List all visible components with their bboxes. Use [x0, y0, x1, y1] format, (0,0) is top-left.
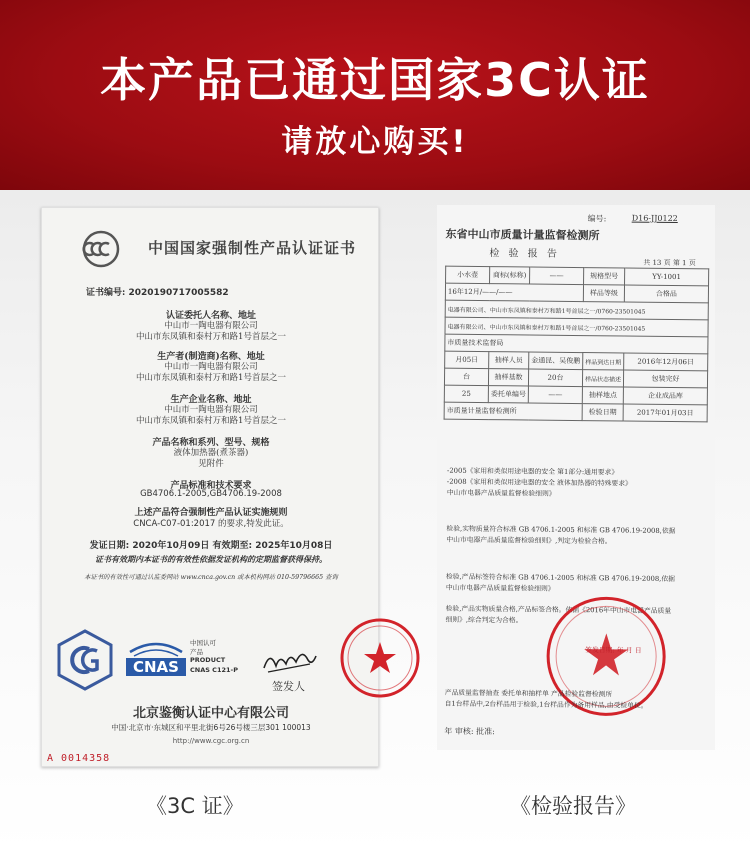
report-page: 共 13 页 第 1 页: [643, 258, 696, 268]
table-cell: 包装完好: [623, 370, 707, 388]
factory-name: 中山市一陶电器有限公司: [164, 405, 258, 415]
cnas-text-cn: 中国认可: [190, 639, 216, 647]
cnas-logo-icon: [124, 638, 188, 680]
certificate-title: 中国国家强制性产品认证证书: [148, 239, 357, 257]
rule-value: CNCA-C07-01:2017 的要求,特发此证。: [133, 519, 289, 529]
query-note: 本证书的有效性可通过认监委网站 www.cnca.gov.cn 或本机构网站 010-59796665 查询: [84, 574, 338, 581]
product-name: 液体加热器(煮茶器): [173, 448, 249, 458]
cnas-code: CNAS C121-P: [190, 666, 238, 674]
product-note: 见附件: [198, 459, 224, 469]
seal-date: 签发日期: 年 月 日: [585, 646, 642, 655]
table-cell: 16年12月/——/——: [445, 283, 583, 301]
report-org: 东省中山市质量计量监督检测所: [445, 227, 600, 243]
table-cell: 小水壶: [446, 266, 490, 283]
issue-dates: 发证日期: 2020年10月09日 有效期至: 2025年10月08日: [89, 541, 333, 551]
table-cell: 抽样地点: [582, 387, 623, 404]
report-table: [444, 266, 710, 423]
table-cell: 抽样基数: [488, 369, 528, 386]
cert-seal-stamp: [338, 616, 422, 700]
product-label: 产品名称和系列、型号、规格: [152, 438, 270, 448]
notes-line: 自1台样品中,2台样品用于检验,1台样品作为备用样品,由受检单位。: [444, 699, 648, 710]
table-cell: 委托单编号: [488, 386, 528, 403]
client-label: 认证委托人名称、地址: [165, 311, 256, 321]
summary-line: 检验,产品实物质量合格,产品标签合格。依据《2016年中山市电器产品质量: [445, 604, 672, 616]
table-cell: 金通昆、吴俊鹏: [529, 352, 583, 370]
summary-line: 检验,产品标签符合标准 GB 4706.1-2005 和标准 GB 4706.19-2008,依据: [445, 572, 675, 584]
table-cell: 电器有限公司、中山市东凤镇和泰村万和路1号首层之一/0760-23501045: [445, 317, 708, 337]
banner-subtitle: 请放心购买!: [281, 124, 469, 160]
certificate-serial: A 0014358: [47, 753, 111, 764]
manufacturer-address: 中山市东凤镇和泰村万和路1号首层之一: [136, 373, 286, 383]
manufacturer-label: 生产者(制造商)名称、地址: [157, 352, 265, 362]
caption-inspection-report: 《检验报告》: [510, 794, 636, 818]
table-cell: 电器有限公司、中山市东凤镇和泰村万和路1号首层之一/0760-23501045: [445, 300, 708, 320]
client-address: 中山市东凤镇和泰村万和路1号首层之一: [136, 332, 286, 342]
cert-number-row: [86, 285, 376, 298]
table-cell: 企业成品库: [623, 387, 707, 405]
cnas-text-product-cn: 产品: [190, 648, 203, 656]
notes-line: 产品质量监督抽查 委托单和抽样单 产品检验监督检测所: [444, 688, 613, 699]
cnas-text-product-en: PRODUCT: [190, 656, 226, 664]
cert-number-label: 证书编号:: [86, 288, 126, 298]
table-cell: YY-1001: [625, 268, 709, 286]
table-cell: 样品到达日期: [583, 353, 624, 370]
report-code: D16-JJ0122: [631, 213, 678, 224]
caption-3c-certificate: 《3C 证》: [146, 794, 244, 818]
table-cell: 检验日期: [582, 404, 623, 421]
table-cell: 市质量计量监督检测所: [444, 402, 582, 420]
report-sign-row: 年 审核: 批准:: [444, 726, 495, 737]
table-cell: ——: [528, 386, 582, 404]
rule-label: 上述产品符合强制性产品认证实施规则: [134, 508, 288, 518]
cgc-logo-icon: [53, 627, 117, 693]
issuer-name: 北京鉴衡认证中心有限公司: [132, 706, 289, 721]
table-cell: ——: [530, 267, 584, 285]
table-cell: 20台: [528, 369, 582, 387]
signer-label: 签发人: [272, 680, 305, 693]
validity-note: 证书有效期内本证书的有效性依据发证机构的定期监督获得保持。: [95, 554, 327, 564]
table-cell: 2016年12月06日: [624, 353, 708, 371]
table-cell: 样品状态描述: [582, 370, 623, 387]
table-cell: 月05日: [445, 351, 489, 368]
inspection-report-image: [437, 205, 715, 750]
basis-line: -2005《家用和类似用途电器的安全 第1部分:通用要求》: [447, 466, 619, 477]
summary-line: 细则》,综合判定为合格。: [445, 615, 523, 625]
table-cell: 25: [444, 385, 488, 402]
table-cell: 市质量技术监督局: [445, 334, 708, 354]
table-row: [444, 402, 707, 422]
summary-line: 中山市电器产品质量监督检验细则》: [445, 583, 555, 593]
conclusion-line: 中山市电器产品质量监督检验细则》,判定为检验合格。: [446, 535, 612, 546]
3c-certificate-image: [41, 207, 379, 767]
basis-line: -2008《家用和类似用途电器的安全 液体加热器的特殊要求》: [446, 477, 632, 488]
factory-address: 中山市东凤镇和泰村万和路1号首层之一: [136, 416, 286, 426]
svg-text:CNAS: CNAS: [133, 658, 179, 676]
banner-title: 本产品已通过国家3C认证: [100, 53, 650, 107]
table-cell: 规格型号: [584, 268, 625, 285]
table-cell: 样品等级: [583, 285, 624, 302]
report-code-label: 编号:: [587, 214, 607, 224]
standard-label: 产品标准和技术要求: [170, 481, 252, 491]
table-cell: 商标(标称): [490, 267, 530, 284]
table-cell: 合格品: [624, 285, 708, 303]
ccc-logo-icon: [82, 230, 120, 268]
issuer-address: 中国·北京市·东城区和平里北街6号26号楼三层301 100013: [111, 723, 311, 732]
conclusion-line: 检验,实物质量符合标准 GB 4706.1-2005 和标准 GB 4706.19-2008,依据: [446, 524, 676, 536]
table-cell: 抽样人员: [489, 352, 529, 369]
standard-value: GB4706.1-2005,GB4706.19-2008: [140, 489, 282, 499]
client-name: 中山市一陶电器有限公司: [164, 321, 258, 331]
top-banner: [0, 0, 750, 190]
table-cell: 2017年01月03日: [623, 404, 707, 422]
basis-line: 中山市电器产品质量监督检验细则》: [446, 488, 556, 498]
factory-label: 生产企业名称、地址: [170, 395, 252, 405]
table-cell: 台: [444, 368, 488, 385]
report-title: 检 验 报 告: [489, 248, 560, 260]
issuer-website: http://www.cgc.org.cn: [172, 737, 250, 745]
signature-scribble: [260, 646, 320, 676]
cert-number: 2020190717005582: [128, 288, 229, 298]
manufacturer-name: 中山市一陶电器有限公司: [164, 362, 258, 372]
